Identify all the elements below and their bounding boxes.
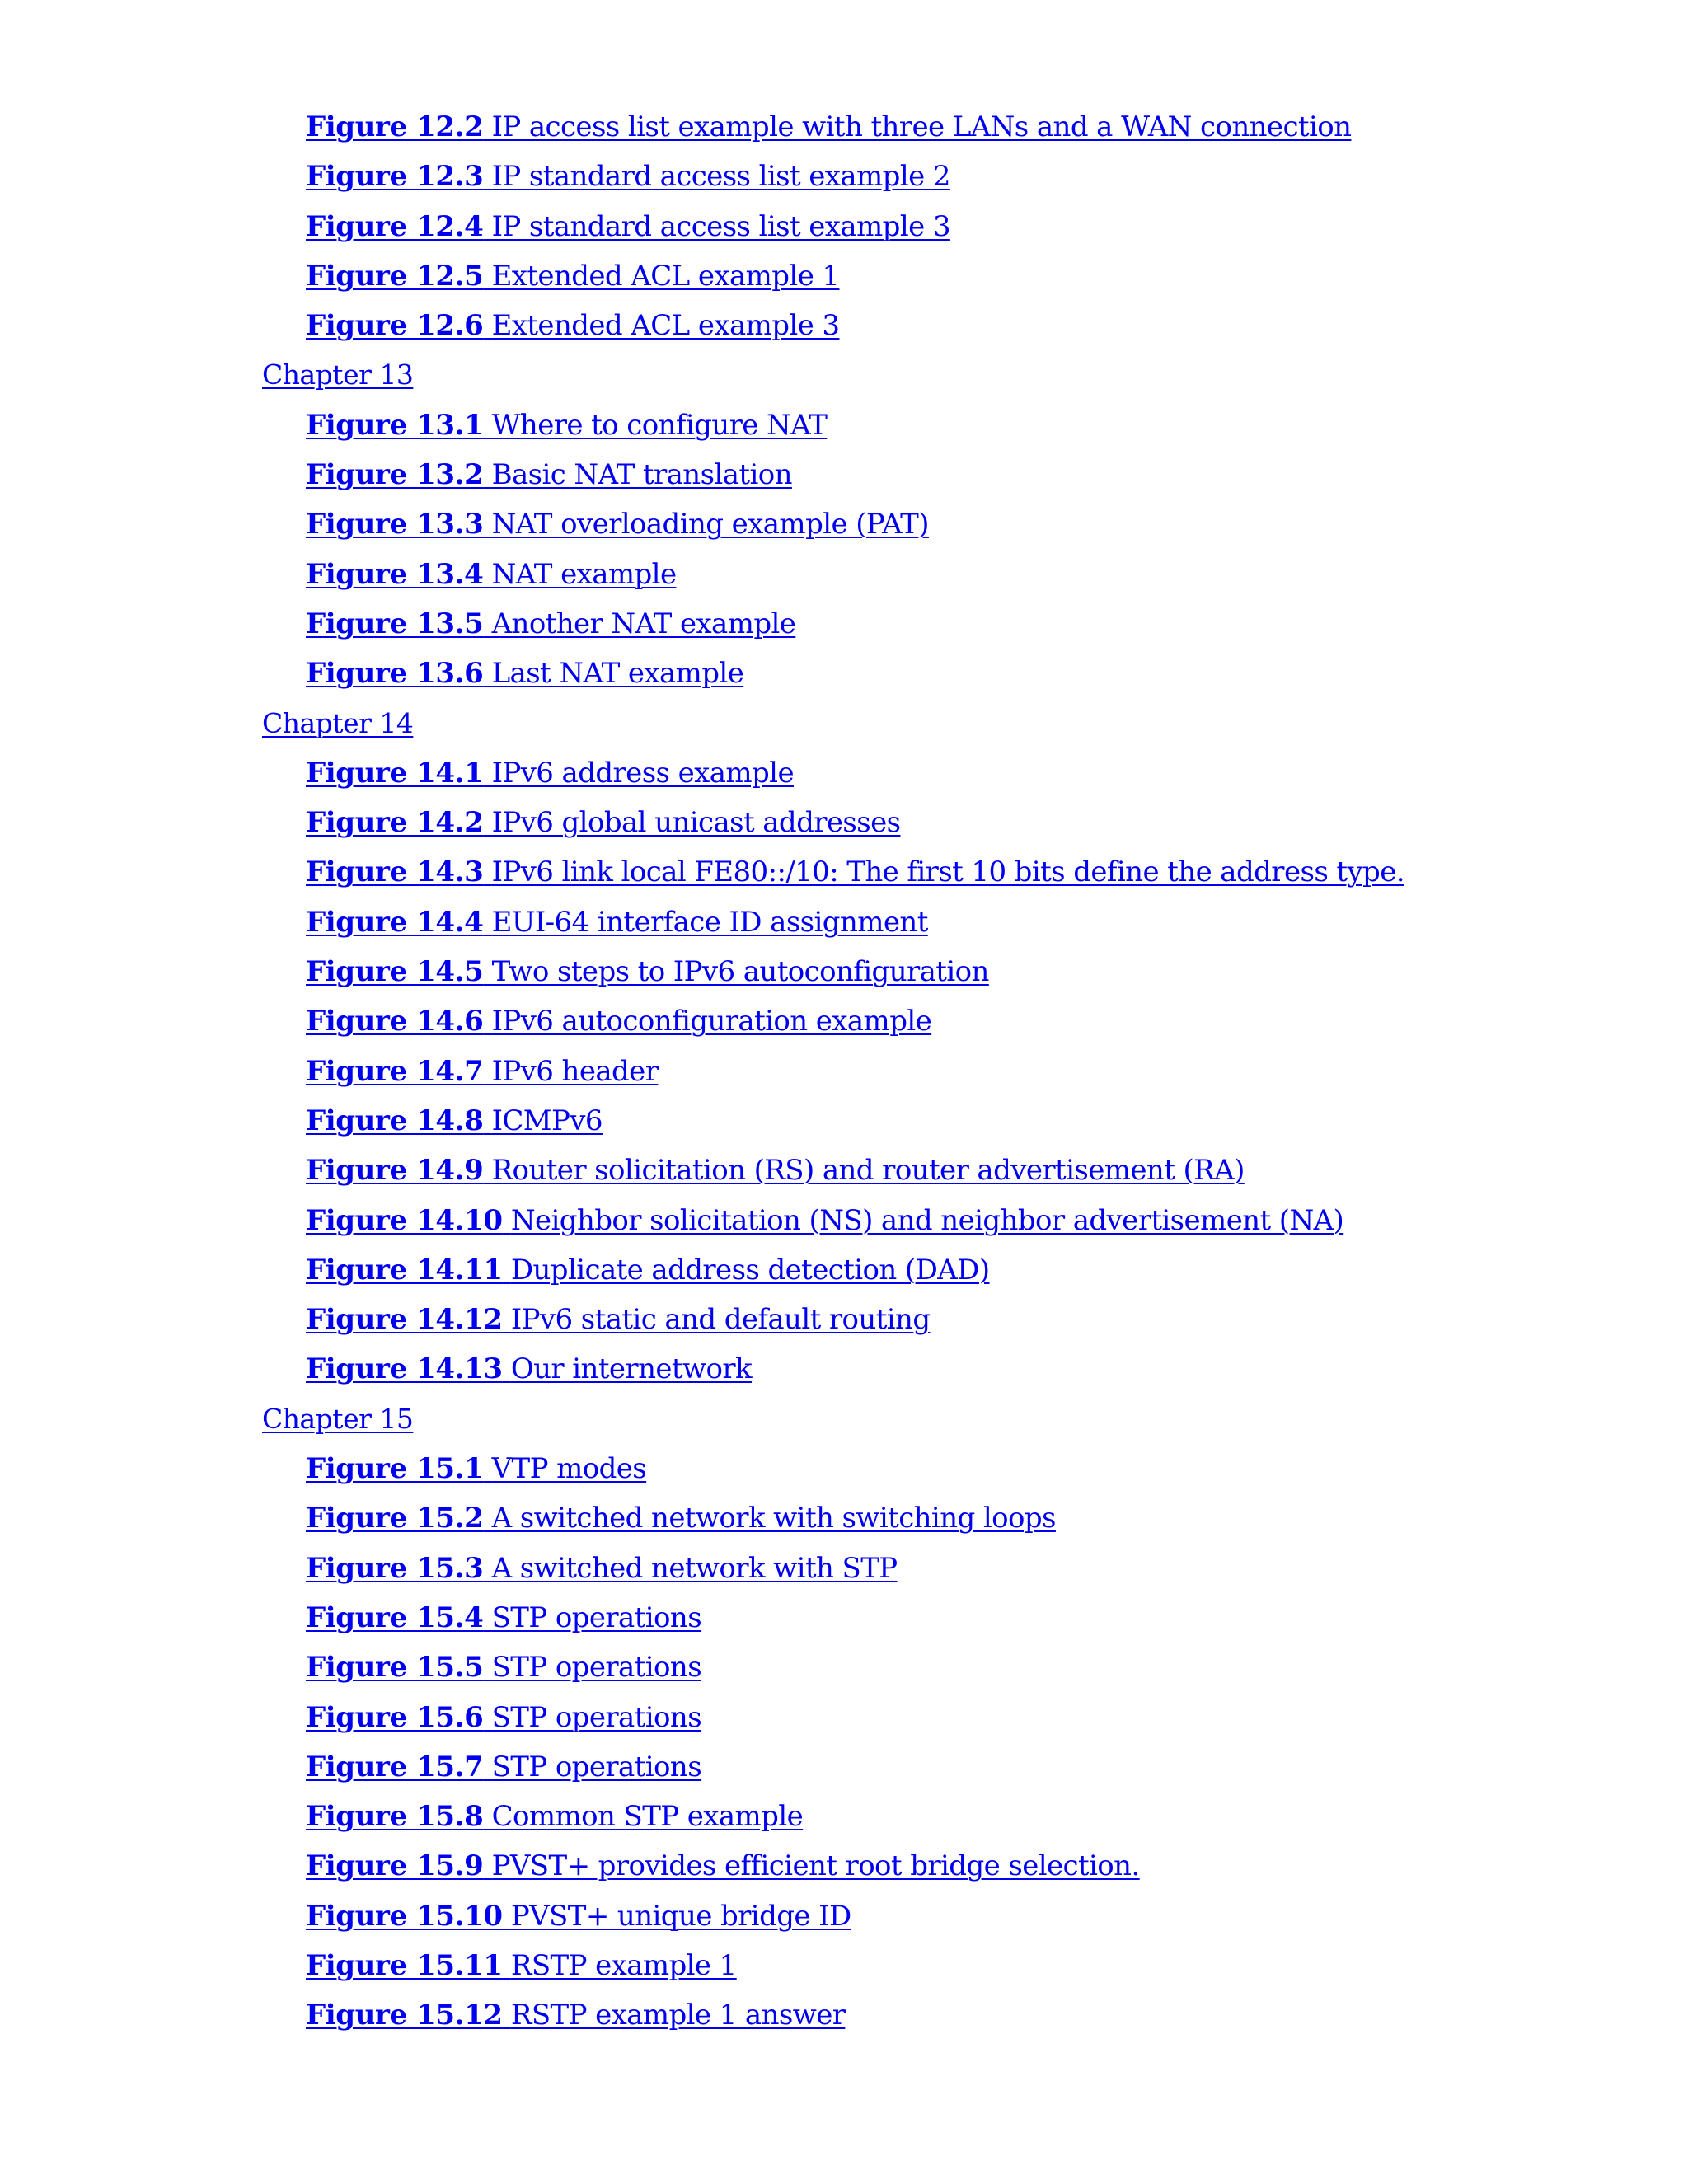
figure-entry <box>0 1841 1688 1891</box>
figure-number: Figure 14.9 <box>306 1154 484 1188</box>
figure-number: Figure 15.9 <box>306 1849 484 1883</box>
figure-link[interactable] <box>306 1552 898 1585</box>
figure-entry <box>0 1146 1688 1195</box>
figure-number: Figure 15.5 <box>306 1651 484 1685</box>
label-spacer <box>483 657 491 690</box>
chapter-link[interactable]: Chapter 15 <box>262 1402 414 1435</box>
label-spacer <box>483 1005 491 1038</box>
figure-entry <box>0 748 1688 798</box>
label-spacer <box>483 757 491 790</box>
figure-link[interactable] <box>306 1999 845 2032</box>
figure-number: Figure 14.3 <box>306 855 484 889</box>
figure-entry <box>0 996 1688 1046</box>
figure-number: Figure 15.10 <box>306 1899 503 1933</box>
figure-number: Figure 14.2 <box>306 806 484 840</box>
figure-link[interactable] <box>306 806 900 839</box>
figure-entry <box>0 1593 1688 1643</box>
figure-title: A switched network with switching loops <box>491 1502 1056 1535</box>
figure-link[interactable] <box>306 309 839 342</box>
figure-title: RSTP example 1 answer <box>510 1999 846 2032</box>
figure-title: Two steps to IPv6 autoconfiguration <box>491 955 989 989</box>
figure-title: IPv6 address example <box>491 756 794 790</box>
figure-entry <box>0 301 1688 350</box>
figure-title: VTP modes <box>491 1452 647 1486</box>
figure-link[interactable] <box>306 1204 1343 1237</box>
figure-number: Figure 15.12 <box>306 1999 503 2032</box>
figure-entry <box>0 1344 1688 1394</box>
figure-number: Figure 13.6 <box>306 657 484 691</box>
figure-number: Figure 14.4 <box>306 905 484 939</box>
figure-title: RSTP example 1 <box>510 1948 737 1982</box>
figure-link[interactable] <box>306 955 989 988</box>
figure-link[interactable] <box>306 1750 701 1783</box>
figure-number: Figure 12.3 <box>306 160 484 194</box>
chapter-heading <box>0 350 1688 400</box>
label-spacer <box>483 1750 491 1783</box>
label-spacer <box>503 1204 511 1237</box>
label-spacer <box>483 607 491 640</box>
figure-link[interactable] <box>306 458 792 491</box>
figure-link[interactable] <box>306 508 929 541</box>
figure-entry <box>0 1047 1688 1096</box>
figure-list <box>0 102 1688 2041</box>
figure-title: STP operations <box>491 1601 702 1634</box>
label-spacer <box>483 458 491 491</box>
figure-link[interactable] <box>306 1849 1140 1882</box>
label-spacer <box>483 110 491 143</box>
figure-entry <box>0 550 1688 599</box>
label-spacer <box>483 309 491 342</box>
chapter-heading <box>0 1394 1688 1444</box>
figure-title: Our internetwork <box>510 1352 752 1386</box>
figure-number: Figure 14.10 <box>306 1203 503 1237</box>
figure-title: IP access list example with three LANs and a WAN connection <box>491 110 1352 143</box>
figure-title: Last NAT example <box>491 657 744 691</box>
label-spacer <box>483 1502 491 1535</box>
label-spacer <box>483 855 491 888</box>
figure-link[interactable] <box>306 210 950 243</box>
figure-title: STP operations <box>491 1750 702 1783</box>
figure-title: Where to configure NAT <box>491 408 828 442</box>
figure-title: Router solicitation (RS) and router advertisement (RA) <box>491 1154 1245 1188</box>
label-spacer <box>503 1999 511 2032</box>
label-spacer <box>483 508 491 541</box>
figure-number: Figure 14.12 <box>306 1303 503 1337</box>
figure-number: Figure 15.8 <box>306 1800 484 1834</box>
figure-link[interactable] <box>306 1949 737 1982</box>
label-spacer <box>483 210 491 243</box>
label-spacer <box>483 1552 491 1585</box>
figure-entry <box>0 847 1688 897</box>
figure-entry <box>0 1941 1688 1990</box>
figure-link[interactable] <box>306 160 950 193</box>
figure-link[interactable] <box>306 1452 646 1485</box>
figure-entry <box>0 251 1688 301</box>
label-spacer <box>483 1452 491 1485</box>
figure-link[interactable] <box>306 1104 603 1137</box>
label-spacer <box>503 1900 511 1933</box>
label-spacer <box>483 1055 491 1088</box>
figure-entry <box>0 1196 1688 1245</box>
figure-link[interactable] <box>306 1254 990 1286</box>
figure-entry <box>0 202 1688 251</box>
figure-entry <box>0 1891 1688 1941</box>
figure-title: EUI-64 interface ID assignment <box>491 905 928 939</box>
figure-number: Figure 15.1 <box>306 1452 484 1486</box>
figure-number: Figure 14.6 <box>306 1005 484 1038</box>
figure-title: A switched network with STP <box>491 1551 898 1585</box>
figure-link[interactable] <box>306 607 795 640</box>
figure-number: Figure 13.3 <box>306 508 484 541</box>
chapter-link[interactable]: Chapter 14 <box>262 706 414 739</box>
figure-link[interactable] <box>306 1154 1245 1187</box>
figure-entry <box>0 599 1688 649</box>
figure-link[interactable] <box>306 110 1351 143</box>
figure-title: IP standard access list example 2 <box>491 160 950 194</box>
label-spacer <box>483 558 491 591</box>
figure-number: Figure 13.2 <box>306 458 484 492</box>
figure-link[interactable] <box>306 1352 752 1385</box>
figure-link[interactable] <box>306 260 839 293</box>
figure-title: Extended ACL example 1 <box>491 259 840 293</box>
figure-title: Another NAT example <box>491 607 796 640</box>
label-spacer <box>483 1849 491 1882</box>
figure-number: Figure 14.1 <box>306 756 484 790</box>
figure-number: Figure 13.4 <box>306 557 484 591</box>
figure-entry <box>0 1444 1688 1493</box>
figure-number: Figure 15.3 <box>306 1551 484 1585</box>
figure-title: Basic NAT translation <box>491 458 792 492</box>
figure-link[interactable] <box>306 558 676 591</box>
figure-link[interactable] <box>306 409 827 442</box>
figure-number: Figure 13.1 <box>306 408 484 442</box>
figure-link[interactable] <box>306 906 928 939</box>
figure-number: Figure 15.2 <box>306 1502 484 1535</box>
figure-number: Figure 12.2 <box>306 110 484 143</box>
label-spacer <box>483 806 491 839</box>
figure-number: Figure 14.7 <box>306 1054 484 1088</box>
figure-number: Figure 15.4 <box>306 1601 484 1634</box>
figure-title: ICMPv6 <box>491 1104 603 1137</box>
figure-number: Figure 15.11 <box>306 1948 503 1982</box>
figure-link[interactable] <box>306 1900 851 1933</box>
label-spacer <box>503 1352 511 1385</box>
figure-link[interactable] <box>306 1800 803 1833</box>
figure-entry <box>0 1544 1688 1593</box>
figure-entry <box>0 152 1688 201</box>
figure-entry <box>0 1295 1688 1344</box>
label-spacer <box>483 1800 491 1833</box>
label-spacer <box>503 1949 511 1982</box>
figure-entry <box>0 102 1688 152</box>
figure-entry <box>0 1643 1688 1692</box>
figure-link[interactable] <box>306 1701 701 1734</box>
figure-link[interactable] <box>306 1055 658 1088</box>
figure-title: STP operations <box>491 1651 702 1685</box>
figure-number: Figure 12.4 <box>306 209 484 243</box>
label-spacer <box>483 1701 491 1734</box>
figure-number: Figure 12.6 <box>306 309 484 343</box>
figure-entry <box>0 401 1688 450</box>
label-spacer <box>483 955 491 988</box>
label-spacer <box>483 1651 491 1684</box>
figure-link[interactable] <box>306 657 743 690</box>
figure-link[interactable] <box>306 1601 701 1634</box>
label-spacer <box>483 409 491 442</box>
figure-entry <box>0 1792 1688 1841</box>
label-spacer <box>483 1104 491 1137</box>
figure-number: Figure 15.7 <box>306 1750 484 1783</box>
figure-entry <box>0 947 1688 996</box>
figure-entry <box>0 499 1688 549</box>
figure-entry <box>0 1245 1688 1295</box>
label-spacer <box>483 260 491 293</box>
figure-link[interactable] <box>306 1651 701 1684</box>
figure-number: Figure 14.13 <box>306 1352 503 1386</box>
figure-title: NAT example <box>491 557 677 591</box>
figure-title: Common STP example <box>491 1800 804 1834</box>
figure-title: STP operations <box>491 1700 702 1734</box>
figure-entry <box>0 1693 1688 1742</box>
label-spacer <box>483 906 491 939</box>
label-spacer <box>483 160 491 193</box>
figure-title: IPv6 header <box>491 1054 659 1088</box>
figure-number: Figure 14.5 <box>306 955 484 989</box>
label-spacer <box>483 1601 491 1634</box>
figure-title: PVST+ unique bridge ID <box>510 1899 851 1933</box>
figure-link[interactable] <box>306 1502 1056 1535</box>
figure-title: PVST+ provides efficient root bridge selection. <box>491 1849 1140 1883</box>
figure-title: Neighbor solicitation (NS) and neighbor advertisement (NA) <box>510 1203 1344 1237</box>
figure-title: IPv6 link local FE80::/10: The first 10 bits define the address type. <box>491 855 1404 889</box>
figure-entry <box>0 1493 1688 1543</box>
figure-link[interactable] <box>306 855 1404 888</box>
figure-number: Figure 13.5 <box>306 607 484 640</box>
figure-title: Extended ACL example 3 <box>491 309 840 343</box>
figure-title: NAT overloading example (PAT) <box>491 508 929 541</box>
figure-number: Figure 15.6 <box>306 1700 484 1734</box>
figure-entry <box>0 898 1688 947</box>
figure-link[interactable] <box>306 757 794 790</box>
figure-number: Figure 14.8 <box>306 1104 484 1137</box>
figure-title: IPv6 autoconfiguration example <box>491 1005 932 1038</box>
figure-entry <box>0 798 1688 847</box>
figure-entry <box>0 649 1688 698</box>
figure-link[interactable] <box>306 1005 931 1038</box>
figure-number: Figure 14.11 <box>306 1253 503 1286</box>
figure-entry <box>0 1990 1688 2040</box>
figure-entry <box>0 1742 1688 1792</box>
label-spacer <box>503 1254 511 1286</box>
figure-title: IPv6 global unicast addresses <box>491 806 901 840</box>
figure-entry <box>0 1096 1688 1146</box>
figure-title: IP standard access list example 3 <box>491 209 950 243</box>
label-spacer <box>503 1303 511 1336</box>
figure-title: IPv6 static and default routing <box>510 1303 931 1337</box>
figure-entry <box>0 450 1688 499</box>
figure-title: Duplicate address detection (DAD) <box>510 1253 990 1286</box>
chapter-heading <box>0 699 1688 748</box>
figure-number: Figure 12.5 <box>306 259 484 293</box>
figure-link[interactable] <box>306 1303 931 1336</box>
chapter-link[interactable]: Chapter 13 <box>262 359 414 391</box>
label-spacer <box>483 1154 491 1187</box>
